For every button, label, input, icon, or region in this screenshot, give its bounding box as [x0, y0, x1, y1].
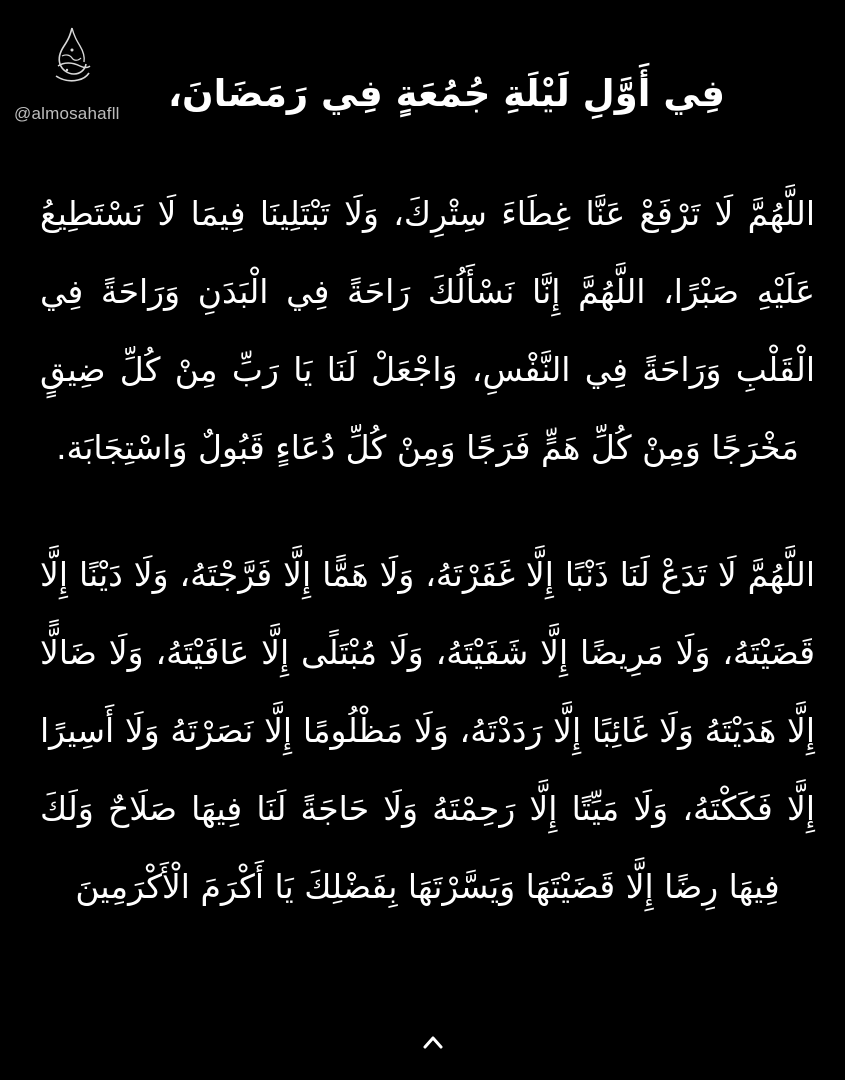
- account-handle: @almosahafll: [14, 104, 120, 123]
- dua-paragraph-1: اللَّهُمَّ لَا تَرْفَعْ عَنَّا غِطَاءَ سِتْرِكَ، وَلَا تَبْتَلِينَا فِيمَا لَا نَسْتَطِيعُ عَلَيْهِ صَبْرًا، اللَّهُمَّ إِنَّا نَسْأَلُكَ رَاحَةً فِي الْبَدَنِ وَرَاحَةً فِي الْقَلْبِ وَرَاحَةً فِي النَّفْسِ، وَاجْعَلْ لَنَا يَا رَبِّ مِنْ كُلِّ ضِيقٍ مَخْرَجًا وَمِنْ كُلِّ هَمٍّ فَرَجًا وَمِنْ كُلِّ دُعَاءٍ قَبُولٌ وَاسْتِجَابَة.: [40, 194, 815, 467]
- calligraphy-logo-icon: [50, 26, 94, 86]
- dua-paragraph-2: اللَّهُمَّ لَا تَدَعْ لَنَا ذَنْبًا إِلَّا غَفَرْتَهُ، وَلَا هَمًّا إِلَّا فَرَّجْتَهُ، وَلَا دَيْنًا إِلَّا قَضَيْتَهُ، وَلَا مَرِيضًا إِلَّا شَفَيْتَهُ، وَلَا مُبْتَلًى إِلَّا عَافَيْتَهُ، وَلَا ضَالًّا إِلَّا هَدَيْتَهُ وَلَا غَائِبًا إِلَّا رَدَدْتَهُ، وَلَا مَظْلُومًا إِلَّا نَصَرْتَهُ وَلَا أَسِيرًا إِلَّا فَكَكْتَهُ، وَلَا مَيِّتًا إِلَّا رَحِمْتَهُ وَلَا حَاجَةً لَنَا فِيهَا صَلَاحٌ وَلَكَ فِيهَا رِضًا إِلَّا قَضَيْتَهَا وَيَسَّرْتَهَا بِفَضْلِكَ يَا أَكْرَمَ الْأَكْرَمِينَ: [40, 555, 815, 906]
- chevron-up-icon[interactable]: [422, 1034, 444, 1050]
- page-title: فِي أَوَّلِ لَيْلَةِ جُمُعَةٍ فِي رَمَضَانَ،: [167, 72, 725, 115]
